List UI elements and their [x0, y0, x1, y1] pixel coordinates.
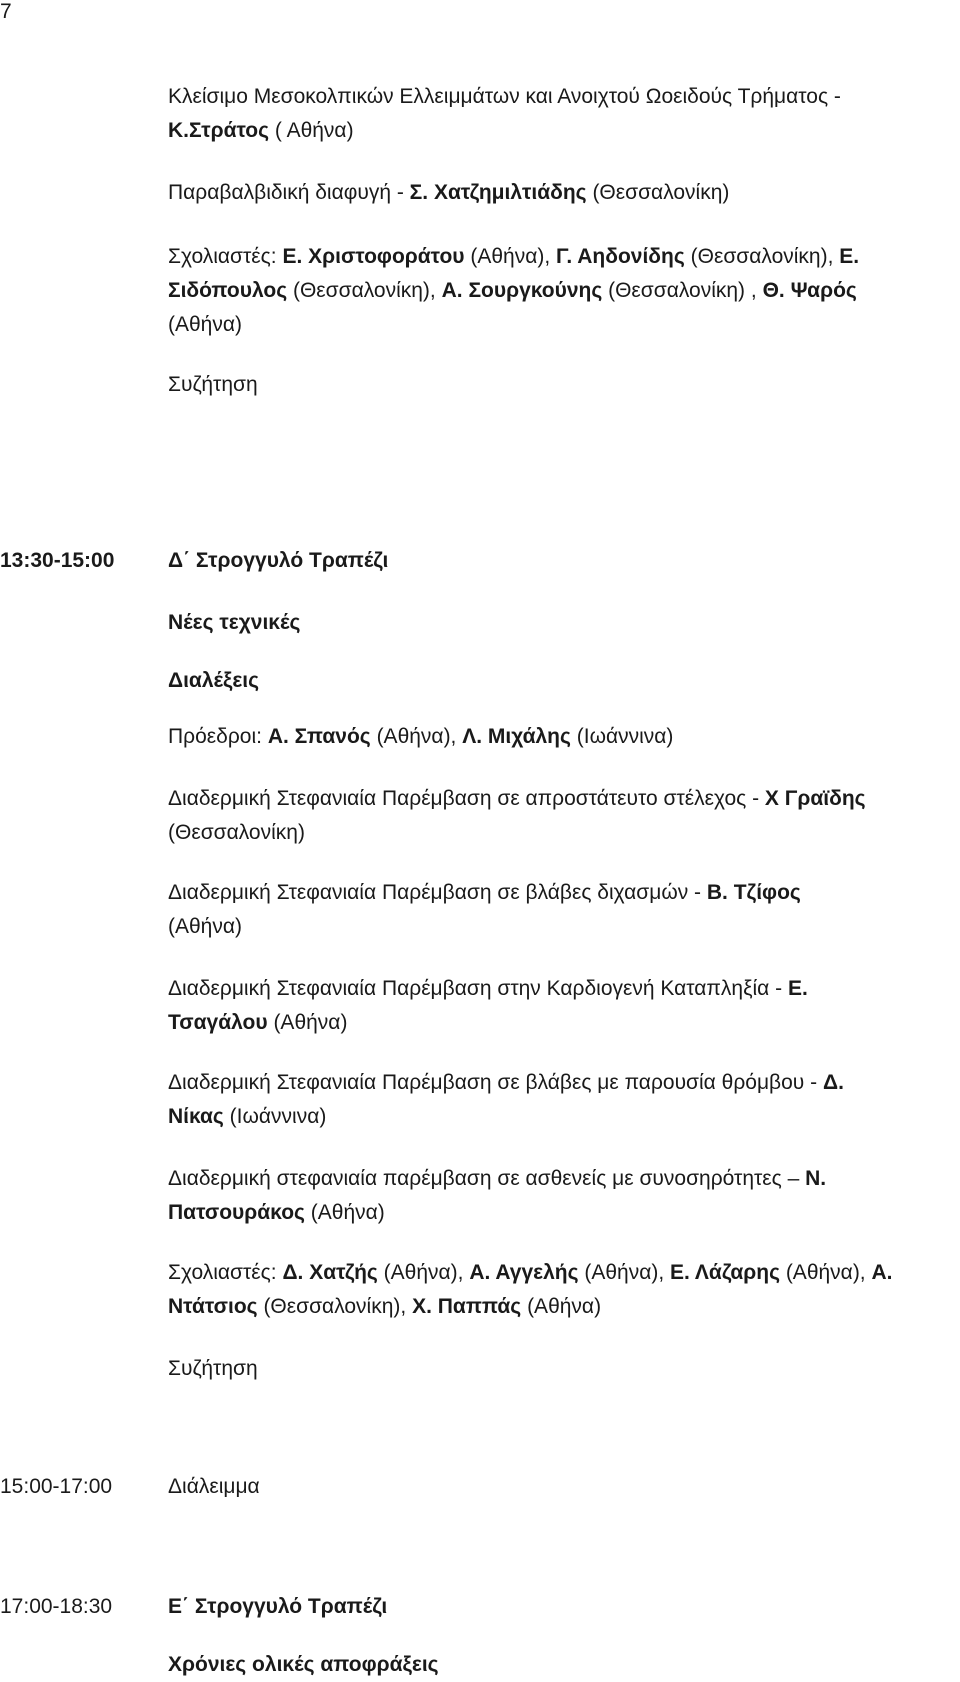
speaker-name: Τσαγάλου [168, 1011, 268, 1034]
talk-line: (Αθήνα) [168, 915, 242, 938]
talk-line: Πατσουράκος (Αθήνα) [168, 1201, 385, 1224]
commentators-line: Σιδόπουλος (Θεσσαλονίκη), Α. Σουργκούνης (Θεσσαλονίκη) , Θ. Ψαρός [168, 279, 857, 302]
speaker-name: Σ. Χατζημιλτιάδης [409, 181, 587, 204]
talk-line: (Θεσσαλονίκη) [168, 821, 305, 844]
session-time: 17:00-18:30 [0, 1595, 113, 1618]
speaker-name: Χ Γραϊδης [764, 787, 866, 810]
speaker-name: Πατσουράκος [168, 1201, 305, 1224]
session-title: Δ΄ Στρογγυλό Τραπέζι [168, 549, 389, 572]
commentators-line: Ντάτσιος (Θεσσαλονίκη), Χ. Παππάς (Αθήνα) [168, 1295, 602, 1318]
discussion: Συζήτηση [168, 373, 258, 396]
talk-line: Διαδερμική Στεφανιαία Παρέμβαση σε βλάβες με παρουσία θρόμβου - Δ. [168, 1071, 844, 1094]
commentators-line: Σχολιαστές: Ε. Χριστοφοράτου (Αθήνα), Γ. Αηδονίδης (Θεσσαλονίκη), Ε. [168, 245, 860, 268]
speaker-name: Κ.Στράτος [168, 119, 270, 142]
talk-line: Τσαγάλου (Αθήνα) [168, 1011, 348, 1034]
talk-line: Παραβαλβιδική διαφυγή - Σ. Χατζημιλτιάδης (Θεσσαλονίκη) [168, 181, 730, 204]
speaker-name: Β. Τζίφος [706, 881, 801, 904]
talk-line: Διαδερμική Στεφανιαία Παρέμβαση σε βλάβες διχασμών - Β. Τζίφος [168, 881, 801, 904]
talk-title: Κλείσιμο Μεσοκολπικών Ελλειμμάτων και Ανοιχτού Ωοειδούς Τρήματος - [168, 85, 841, 108]
session-title: Ε΄ Στρογγυλό Τραπέζι [168, 1595, 388, 1618]
chairs-line: Πρόεδροι: Α. Σπανός (Αθήνα), Λ. Μιχάλης (Ιωάννινα) [168, 725, 674, 748]
session-time: 13:30-15:00 [0, 549, 115, 572]
session-type: Διαλέξεις [168, 669, 260, 692]
session-subtitle: Νέες τεχνικές [168, 611, 301, 634]
break-time: 15:00-17:00 [0, 1475, 113, 1498]
talk-line: Διαδερμική Στεφανιαία Παρέμβαση στην Καρδιογενή Καταπληξία - Ε. [168, 977, 808, 1000]
talk-line: Νίκας (Ιωάννινα) [168, 1105, 327, 1128]
session-subtitle: Χρόνιες ολικές αποφράξεις [168, 1653, 439, 1676]
speaker-name: Νίκας [168, 1105, 224, 1128]
talk-line: Διαδερμική Στεφανιαία Παρέμβαση σε απροστάτευτο στέλεχος - Χ Γραϊδης [168, 787, 866, 810]
break-label: Διάλειμμα [168, 1475, 260, 1498]
page-number: 7 [0, 0, 12, 23]
talk-speaker-line: Κ.Στράτος ( Αθήνα) [168, 119, 354, 142]
commentators-line: (Αθήνα) [168, 313, 242, 336]
talk-line: Διαδερμική στεφανιαία παρέμβαση σε ασθενείς με συνοσηρότητες – Ν. [168, 1167, 827, 1190]
commentators-line: Σχολιαστές: Δ. Χατζής (Αθήνα), Α. Αγγελής (Αθήνα), Ε. Λάζαρης (Αθήνα), Α. [168, 1261, 893, 1284]
discussion: Συζήτηση [168, 1357, 258, 1380]
